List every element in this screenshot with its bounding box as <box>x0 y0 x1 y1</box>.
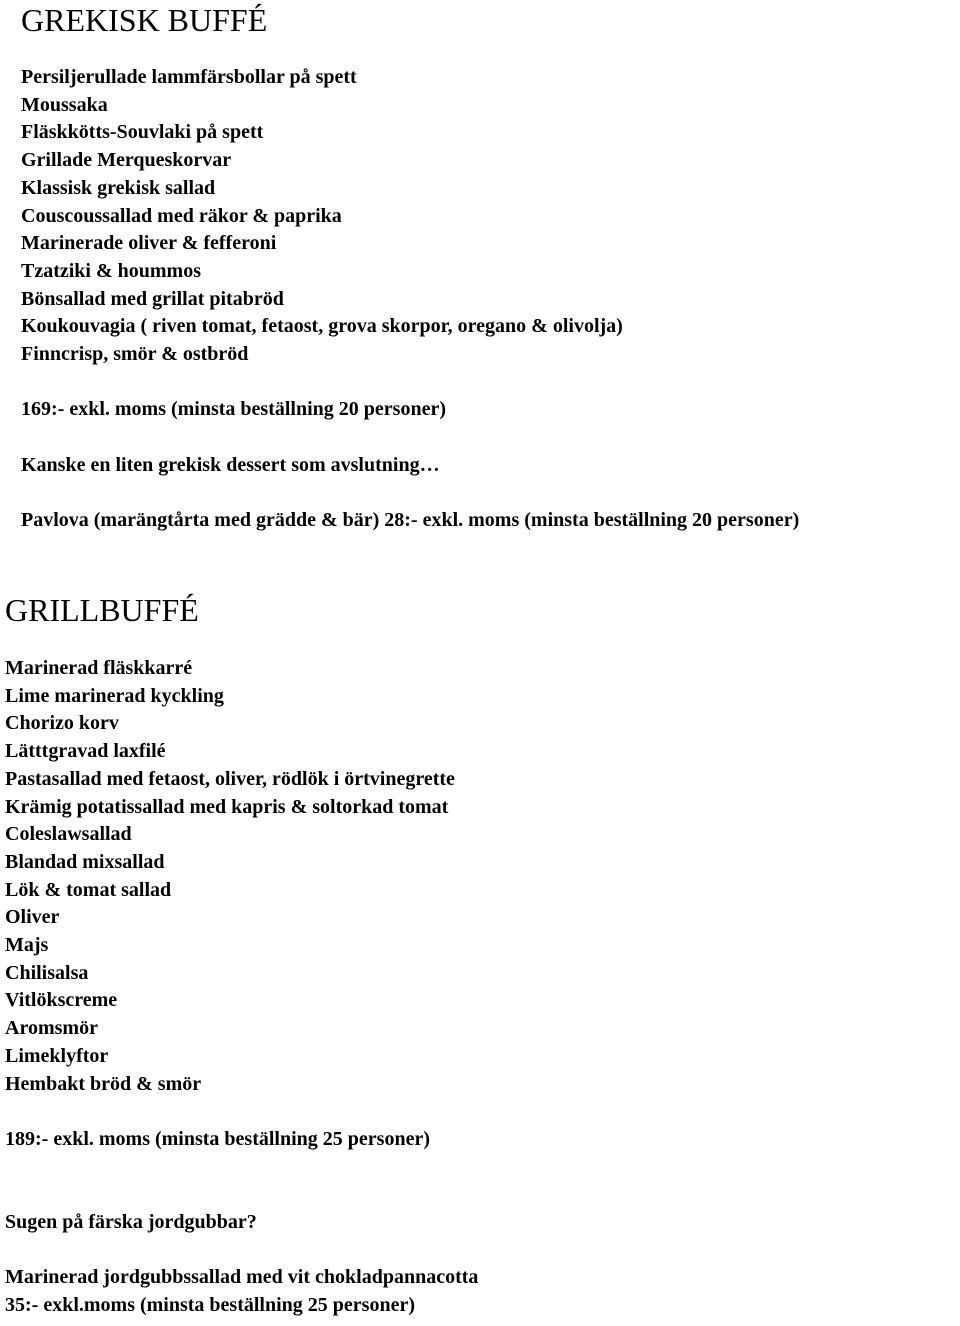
list-item: Krämig potatissallad med kapris & soltorkad tomat <box>5 795 449 818</box>
list-item: Couscoussallad med räkor & paprika <box>21 204 342 227</box>
list-item: Marinerad fläskkarré <box>5 657 193 679</box>
strawberry-intro: Sugen på färska jordgubbar? <box>5 1211 257 1234</box>
grill-buffet-section <box>5 590 955 1320</box>
list-item: Coleslawsallad <box>5 823 132 846</box>
greek-buffet-title: GREKISK BUFFÉ <box>21 2 268 38</box>
list-item: Fläskkötts-Souvlaki på spett <box>21 121 264 144</box>
list-item: Lime marinerad kyckling <box>5 684 224 707</box>
greek-buffet-section <box>21 0 956 535</box>
list-item: Bönsallad med grillat pitabröd <box>21 287 284 310</box>
list-item: Marinerade oliver & fefferoni <box>21 232 277 255</box>
list-item: Hembakt bröd & smör <box>5 1072 202 1095</box>
list-item: Chilisalsa <box>5 961 89 984</box>
grill-buffet-price: 189:- exkl. moms (minsta beställning 25 personer) <box>5 1127 430 1150</box>
list-item: Aromsmör <box>5 1017 98 1040</box>
list-item: Majs <box>5 934 49 957</box>
list-item: Pastasallad med fetaost, oliver, rödlök i örtvinegrette <box>5 767 455 790</box>
list-item: Grillade Merqueskorvar <box>21 149 232 172</box>
list-item: Tzatziki & hoummos <box>21 259 201 282</box>
grill-buffet-title: GRILLBUFFÉ <box>5 592 199 628</box>
strawberry-price: 35:- exkl.moms (minsta beställning 25 personer) <box>5 1294 415 1317</box>
list-item: Persiljerullade lammfärsbollar på spett <box>21 66 357 88</box>
grill-buffet-items <box>5 655 955 1098</box>
list-item: Chorizo korv <box>5 712 119 735</box>
list-item: Lätttgravad laxfilé <box>5 740 166 763</box>
list-item: Limeklyftor <box>5 1044 109 1067</box>
list-item: Klassisk grekisk sallad <box>21 176 216 199</box>
list-item: Vitlökscreme <box>5 989 118 1012</box>
greek-dessert-item: Pavlova (marängtårta med grädde & bär) 28:- exkl. moms (minsta beställning 20 personer) <box>21 509 800 532</box>
list-item: Lök & tomat sallad <box>5 878 172 901</box>
list-item: Oliver <box>5 906 60 929</box>
list-item: Blandad mixsallad <box>5 850 165 873</box>
strawberry-item: Marinerad jordgubbssallad med vit chokladpannacotta <box>5 1266 479 1289</box>
greek-buffet-items <box>21 64 956 369</box>
list-item: Finncrisp, smör & ostbröd <box>21 343 249 366</box>
list-item: Moussaka <box>21 93 108 116</box>
greek-buffet-price: 169:- exkl. moms (minsta beställning 20 personer) <box>21 398 446 421</box>
greek-dessert-intro: Kanske en liten grekisk dessert som avslutning… <box>21 453 440 476</box>
list-item: Koukouvagia ( riven tomat, fetaost, grova skorpor, oregano & olivolja) <box>21 315 623 338</box>
